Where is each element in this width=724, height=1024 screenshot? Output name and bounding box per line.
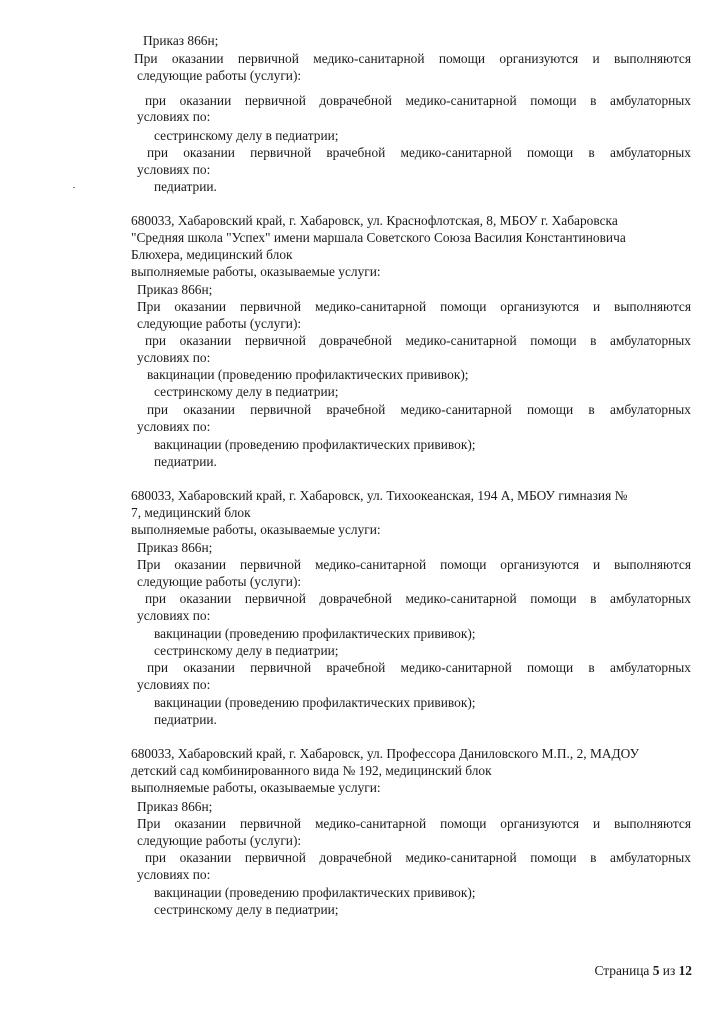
care-type-line: при оказании первичной врачебной медико-санитарной помощи в амбулаторных: [147, 402, 691, 417]
service-item: сестринскому делу в педиатрии;: [154, 902, 339, 917]
care-type-line: условиях по:: [137, 162, 211, 177]
care-type-line: при оказании первичной врачебной медико-санитарной помощи в амбулаторных: [147, 660, 691, 675]
care-type-line: условиях по:: [137, 109, 211, 124]
intro-line: следующие работы (услуги):: [137, 574, 302, 589]
care-type-line: при оказании первичной доврачебной медико-санитарной помощи в амбулаторных: [145, 333, 691, 348]
care-type-line: при оказании первичной доврачебной медико-санитарной помощи в амбулаторных: [145, 850, 691, 865]
works-heading: выполняемые работы, оказываемые услуги:: [131, 780, 381, 795]
intro-line: При оказании первичной медико-санитарной помощи организуются и выполняются: [137, 557, 691, 572]
service-item: вакцинации (проведению профилактических прививок);: [154, 885, 476, 900]
care-type-line: при оказании первичной врачебной медико-санитарной помощи в амбулаторных: [147, 145, 691, 160]
address-line: Блюхера, медицинский блок: [131, 247, 293, 262]
intro-line: При оказании первичной медико-санитарной помощи организуются и выполняются: [134, 51, 691, 66]
service-item: сестринскому делу в педиатрии;: [154, 384, 339, 399]
service-item: сестринскому делу в педиатрии;: [154, 643, 339, 658]
care-type-line: при оказании первичной доврачебной медико-санитарной помощи в амбулаторных: [145, 93, 691, 108]
total-pages: 12: [678, 963, 692, 978]
care-type-line: условиях по:: [137, 350, 211, 365]
service-item: вакцинации (проведению профилактических прививок);: [154, 695, 476, 710]
address-line: "Средняя школа "Успех" имени маршала Советского Союза Василия Константиновича: [131, 230, 626, 245]
intro-line: следующие работы (услуги):: [137, 316, 302, 331]
address-line: детский сад комбинированного вида № 192, медицинский блок: [131, 763, 492, 778]
order-ref: Приказ 866н;: [137, 282, 213, 297]
address-line: 680033, Хабаровский край, г. Хабаровск, ул. Тихоокеанская, 194 А, МБОУ гимназия №: [131, 488, 628, 503]
care-type-line: условиях по:: [137, 677, 211, 692]
address-line: 7, медицинский блок: [131, 505, 251, 520]
care-type-line: условиях по:: [137, 419, 211, 434]
service-item: вакцинации (проведению профилактических прививок);: [154, 437, 476, 452]
works-heading: выполняемые работы, оказываемые услуги:: [131, 264, 381, 279]
intro-line: При оказании первичной медико-санитарной помощи организуются и выполняются: [137, 816, 691, 831]
care-type-line: условиях по:: [137, 608, 211, 623]
service-item: вакцинации (проведению профилактических прививок);: [147, 367, 469, 382]
intro-line: следующие работы (услуги):: [137, 68, 302, 83]
care-type-line: условиях по:: [137, 867, 211, 882]
page-counter: [560, 962, 692, 979]
service-item: вакцинации (проведению профилактических прививок);: [154, 626, 476, 641]
order-ref: Приказ 866н;: [137, 799, 213, 814]
service-item: педиатрии.: [154, 179, 217, 194]
order-ref: Приказ 866н;: [137, 540, 213, 555]
page-number: 5: [652, 963, 660, 978]
address-line: 680033, Хабаровский край, г. Хабаровск, ул. Краснофлотская, 8, МБОУ г. Хабаровска: [131, 213, 618, 228]
service-item: педиатрии.: [154, 712, 217, 727]
works-heading: выполняемые работы, оказываемые услуги:: [131, 522, 381, 537]
page-word: Страница: [594, 963, 650, 978]
service-item: сестринскому делу в педиатрии;: [154, 128, 339, 143]
scan-speck: [73, 187, 75, 188]
address-line: 680033, Хабаровский край, г. Хабаровск, ул. Профессора Даниловского М.П., 2, МАДОУ: [131, 746, 640, 761]
order-ref: Приказ 866н;: [143, 33, 219, 48]
intro-line: При оказании первичной медико-санитарной помощи организуются и выполняются: [137, 299, 691, 314]
service-item: педиатрии.: [154, 454, 217, 469]
of-word: из: [662, 963, 676, 978]
care-type-line: при оказании первичной доврачебной медико-санитарной помощи в амбулаторных: [145, 591, 691, 606]
intro-line: следующие работы (услуги):: [137, 833, 302, 848]
